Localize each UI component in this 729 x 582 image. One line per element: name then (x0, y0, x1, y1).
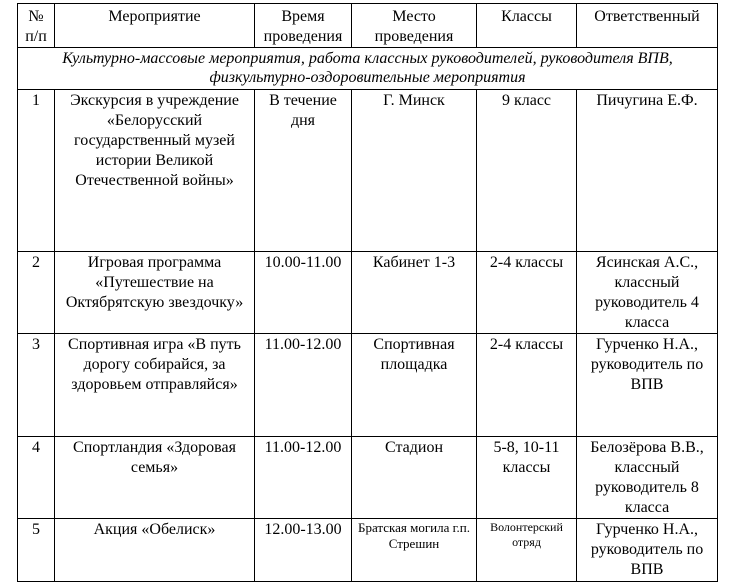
row-num: 2 (18, 252, 55, 334)
header-responsible: Ответственный (577, 4, 718, 48)
row-num: 1 (18, 90, 55, 252)
row-time: 10.00-11.00 (255, 252, 352, 334)
row-time: В течение дня (255, 90, 352, 252)
row-num: 3 (18, 334, 55, 437)
table-row (18, 334, 718, 437)
row-event: Игровая программа «Путешествие на Октябрятскую звездочку» (55, 252, 255, 334)
row-time: 11.00-12.00 (255, 437, 352, 519)
row-num: 5 (18, 519, 55, 582)
table-row (18, 437, 718, 519)
row-place: Спортивная площадка (352, 334, 477, 437)
row-classes: 5-8, 10-11 классы (477, 437, 577, 519)
events-table (17, 3, 718, 582)
row-event: Спортландия «Здоровая семья» (55, 437, 255, 519)
row-time: 12.00-13.00 (255, 519, 352, 582)
row-responsible: Белозёрова В.В., классный руководитель 8 класса (577, 437, 718, 519)
header-row (18, 4, 718, 48)
row-responsible: Гурченко Н.А., руководитель по ВПВ (577, 519, 718, 582)
section-row (18, 48, 718, 90)
row-place: Братская могила г.п. Стрешин (352, 519, 477, 582)
row-place: Кабинет 1-3 (352, 252, 477, 334)
header-time: Время проведения (255, 4, 352, 48)
row-event: Акция «Обелиск» (55, 519, 255, 582)
row-classes: 9 класс (477, 90, 577, 252)
row-responsible: Пичугина Е.Ф. (577, 90, 718, 252)
row-classes: 2-4 классы (477, 334, 577, 437)
section-title: Культурно-массовые мероприятия, работа классных руководителей, руководителя ВПВ, физкультурно-оздоровительные мероприятия (18, 48, 718, 90)
row-classes: Волонтерский отряд (477, 519, 577, 582)
row-place: Г. Минск (352, 90, 477, 252)
row-place: Стадион (352, 437, 477, 519)
row-responsible: Ясинская А.С., классный руководитель 4 класса (577, 252, 718, 334)
row-time: 11.00-12.00 (255, 334, 352, 437)
table-row (18, 519, 718, 582)
table-row (18, 90, 718, 252)
header-num: № п/п (18, 4, 55, 48)
table-row (18, 252, 718, 334)
header-classes: Классы (477, 4, 577, 48)
row-event: Спортивная игра «В путь дорогу собирайся, за здоровьем отправляйся» (55, 334, 255, 437)
row-classes: 2-4 классы (477, 252, 577, 334)
header-event: Мероприятие (55, 4, 255, 48)
row-num: 4 (18, 437, 55, 519)
header-place: Место проведения (352, 4, 477, 48)
row-event: Экскурсия в учреждение «Белорусский государственный музей истории Великой Отечественной войны» (55, 90, 255, 252)
row-responsible: Гурченко Н.А., руководитель по ВПВ (577, 334, 718, 437)
